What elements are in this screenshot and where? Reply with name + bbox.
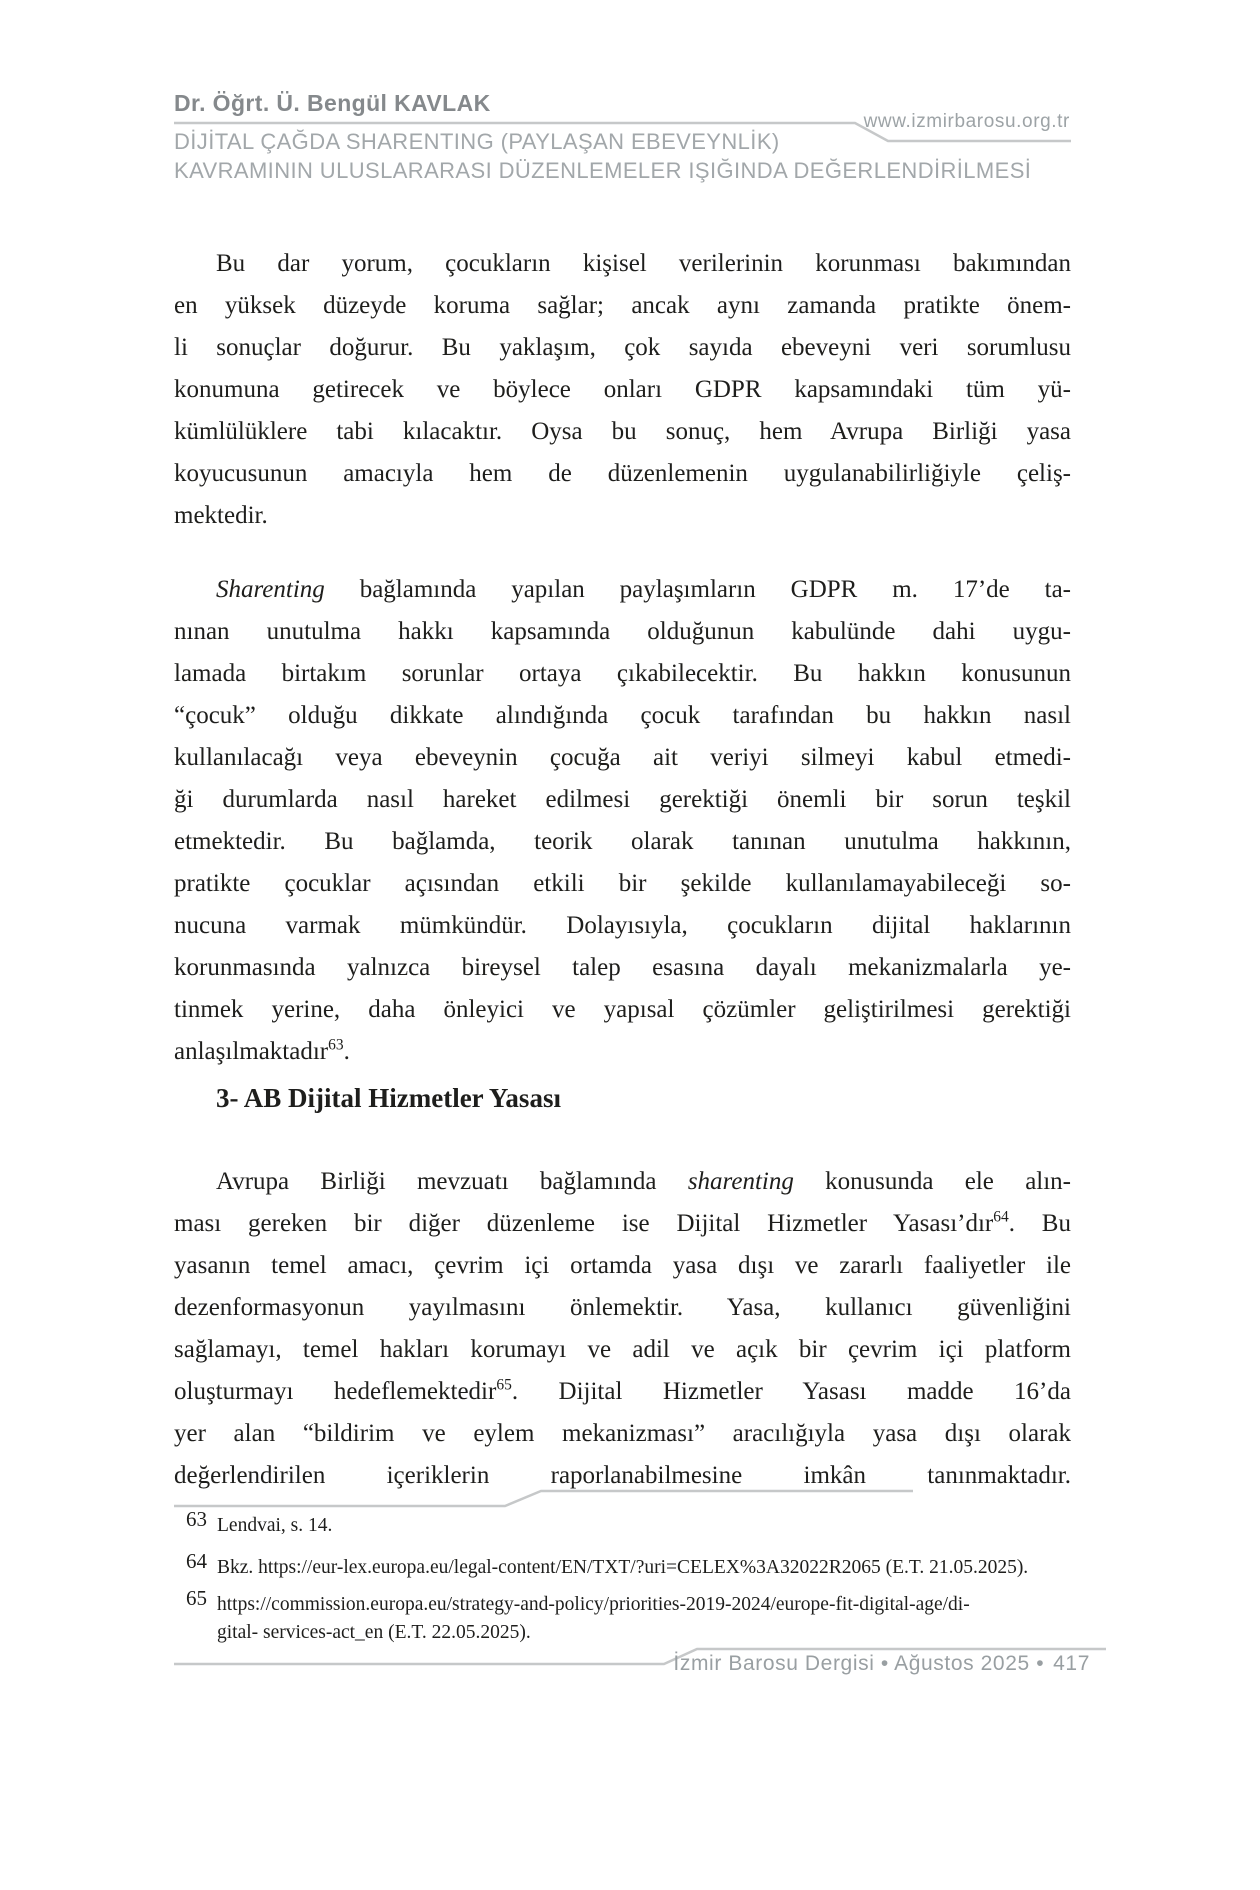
- paragraph-3: Avrupa Birliği mevzuatı bağlamında sharenting konusunda ele alın- ması gereken bir diğer düzenleme ise Dijital Hizmetler Yasası’dır$^{64}$. Bu yasanın temel amacı, çevrim içi ortamda yasa dışı ve zararlı faaliyetler ile dezenformasyonun yayılmasını önlemektir. Yasa, kullanıcı güvenliğini sağlamayı, temel hakları korumayı ve adil ve açık bir çevrim içi platform oluşturmayı hedeflemektedir$^{65}$. Dijital Hizmetler Yasası madde 16’da yer alan “bildirim ve eylem mekanizması” aracılığıyla yasa dışı olarak değerlendirilen içeriklerin raporlanabilmesine imkân tanınmaktadır.: [174, 1168, 1071, 1489]
- page-footer: [500, 1652, 1090, 1676]
- article-title-line2: KAVRAMININ ULUSLARARASI DÜZENLEMELER IŞIĞINDA DEĞERLENDİRİLMESİ: [174, 158, 1032, 183]
- author-name: Dr. Öğrt. Ü. Bengül KAVLAK: [174, 90, 491, 116]
- paragraph-2: Sharenting bağlamında yapılan paylaşımların GDPR m. 17’de ta- nınan unutulma hakkı kapsamında olduğunun kabulünde dahi uygu- lamada birtakım sorunlar ortaya çıkabilecektir. Bu hakkın konusunun “çocuk” olduğu dikkate alındığında çocuk tarafından bu hakkın nasıl kullanılacağı veya ebeveynin çocuğa ait veriyi silmeyi kabul etmedi- ği durumlarda nasıl hareket edilmesi gerektiği önemli bir sorun teşkil etmektedir. Bu bağlamda, teorik olarak tanınan unutulma hakkının, pratikte çocuklar açısından etkili bir şekilde kullanılamayabileceği so- nucuna varmak mümkündür. Dolayısıyla, çocukların dijital haklarının korunmasında yalnızca bireysel talep esasına dayalı mekanizmalarla ye- tinmek yerine, daha önleyici ve yapısal çözümler geliştirilmesi gerektiği anlaşılmaktadır$^{63}$.: [174, 576, 1071, 1065]
- footnote-text: https://commission.europa.eu/strategy-and-policy/priorities-2019-2024/europe-fit-digital-age/di- gital- services-act_en (E.T. 22.05.2025).: [217, 1594, 970, 1643]
- footnote-text: Lendvai, s. 14.: [217, 1515, 333, 1536]
- footnote-63: [186, 1507, 333, 1540]
- section-heading: 3- AB Dijital Hizmetler Yasası: [216, 1083, 561, 1113]
- article-title: [174, 127, 1031, 185]
- footnote-64: [186, 1549, 1029, 1582]
- footnote-number: 64: [186, 1549, 207, 1573]
- paragraph-1: Bu dar yorum, çocukların kişisel verilerinin korunması bakımından en yüksek düzeyde koruma sağlar; ancak aynı zamanda pratikte önem- li sonuçlar doğurur. Bu yaklaşım, çok sayıda ebeveyni veri sorumlusu konumuna getirecek ve böylece onları GDPR kapsamındaki tüm yü- kümlülüklere tabi kılacaktır. Oysa bu sonuç, hem Avrupa Birliği yasa koyucusunun amacıyla hem de düzenlemenin uygulanabilirliğiyle çeliş- mektedir.: [174, 250, 1071, 529]
- footnote-number: 63: [186, 1507, 207, 1531]
- footnote-number: 65: [186, 1586, 207, 1610]
- journal-info: İzmir Barosu Dergisi • Ağustos 2025 •: [673, 1652, 1045, 1675]
- page-number: 417: [1053, 1652, 1090, 1675]
- footnote-65: [186, 1586, 970, 1647]
- footnote-text: Bkz. https://eur-lex.europa.eu/legal-content/EN/TXT/?uri=CELEX%3A32022R2065 (E.T. 21.05.2025).: [217, 1557, 1029, 1578]
- website-url: www.izmirbarosu.org.tr: [863, 111, 1070, 132]
- article-title-line1: DİJİTAL ÇAĞDA SHARENTING (PAYLAŞAN EBEVEYNLİK): [174, 129, 780, 154]
